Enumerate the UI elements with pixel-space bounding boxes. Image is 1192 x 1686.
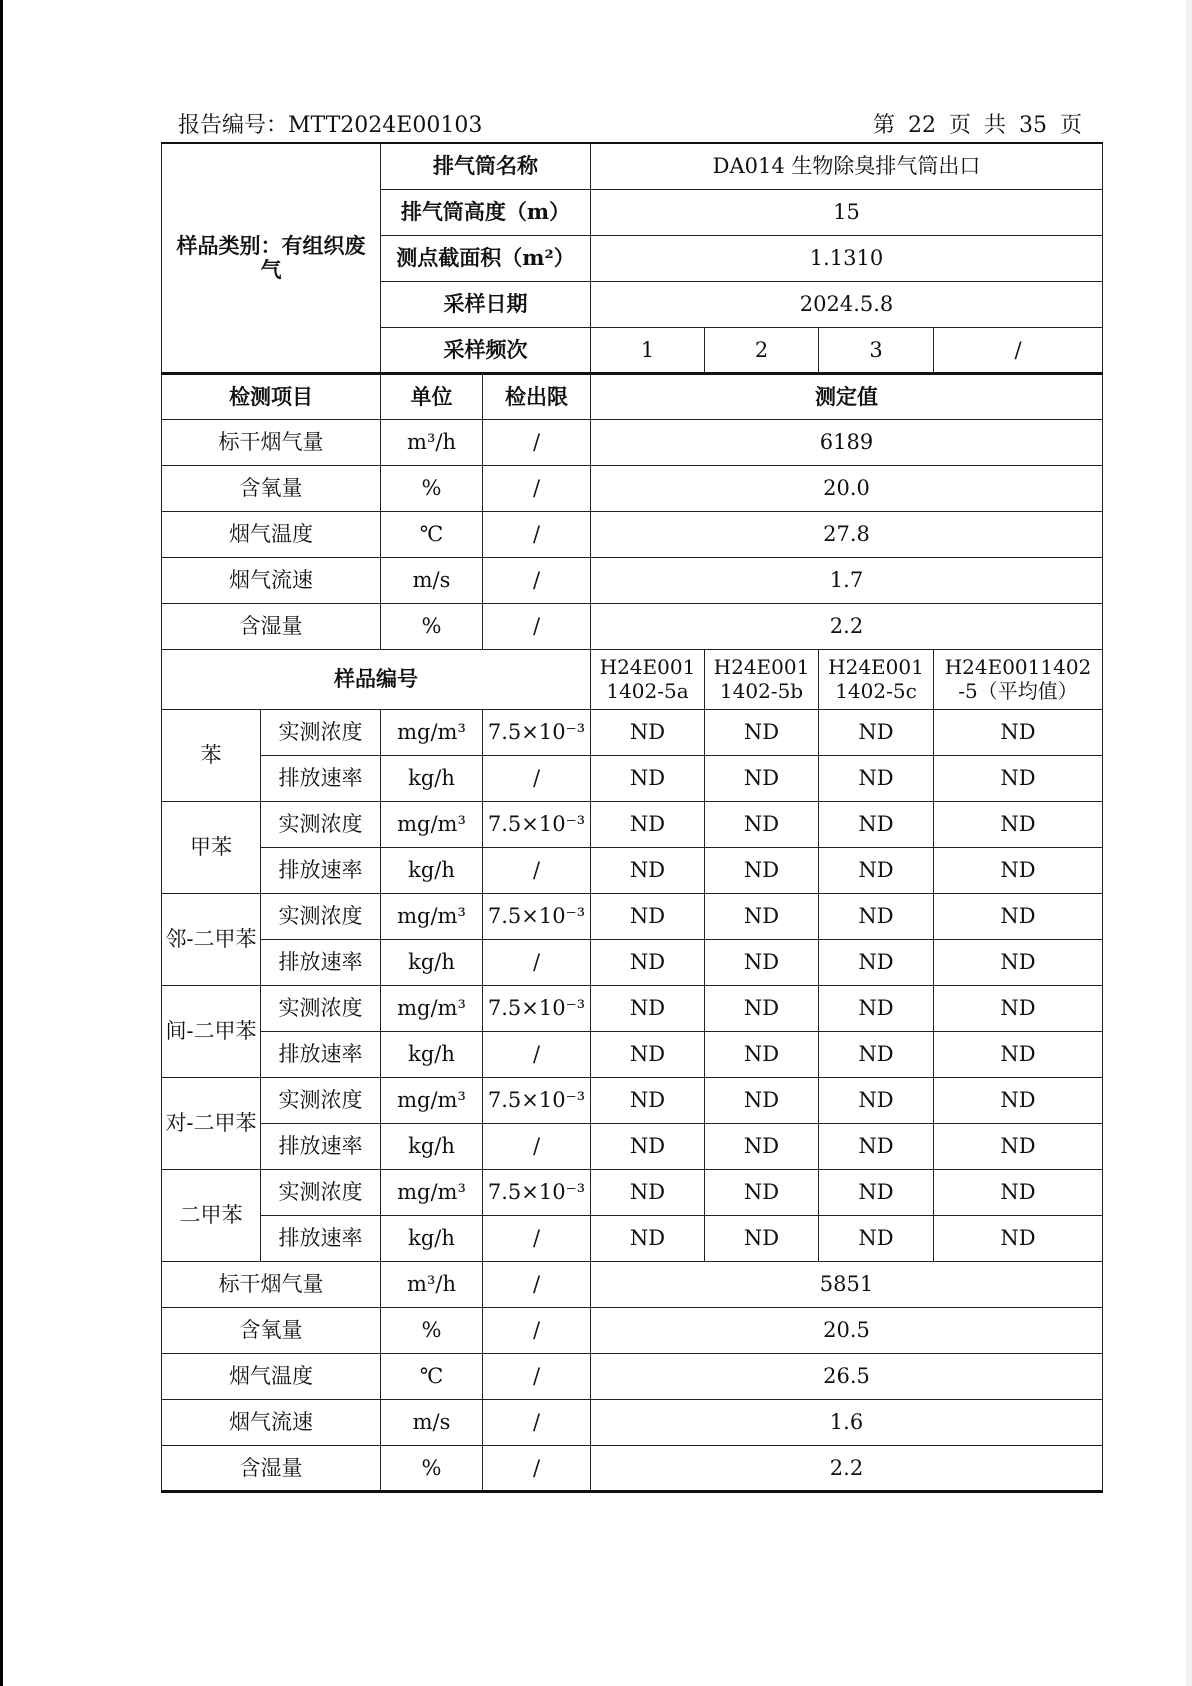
param-row bbox=[162, 465, 1103, 511]
substance-value: ND bbox=[705, 939, 819, 985]
param-unit: m³/h bbox=[381, 1261, 483, 1307]
substance-row bbox=[162, 1031, 1103, 1077]
substance-value: ND bbox=[705, 1169, 819, 1215]
stack-height-value: 15 bbox=[591, 189, 1103, 235]
substance-row bbox=[162, 1123, 1103, 1169]
param-row bbox=[162, 1445, 1103, 1491]
substance-value: ND bbox=[819, 709, 934, 755]
substance-row bbox=[162, 1169, 1103, 1215]
substance-value: ND bbox=[705, 1077, 819, 1123]
substance-limit: 7.5×10⁻³ bbox=[483, 709, 591, 755]
substance-metric: 排放速率 bbox=[261, 755, 381, 801]
substance-metric: 实测浓度 bbox=[261, 709, 381, 755]
substance-metric: 排放速率 bbox=[261, 1031, 381, 1077]
param-row bbox=[162, 511, 1103, 557]
substance-limit: / bbox=[483, 1215, 591, 1261]
substance-row bbox=[162, 709, 1103, 755]
substance-unit: kg/h bbox=[381, 847, 483, 893]
param-unit: % bbox=[381, 465, 483, 511]
param-unit: m/s bbox=[381, 1399, 483, 1445]
param-value: 6189 bbox=[591, 419, 1103, 465]
param-value: 2.2 bbox=[591, 603, 1103, 649]
substance-limit: 7.5×10⁻³ bbox=[483, 893, 591, 939]
substance-value: ND bbox=[591, 709, 705, 755]
substance-value: ND bbox=[705, 709, 819, 755]
substance-metric: 实测浓度 bbox=[261, 985, 381, 1031]
param-name: 烟气温度 bbox=[162, 511, 381, 557]
substance-name: 苯 bbox=[162, 709, 261, 801]
substance-value: ND bbox=[705, 755, 819, 801]
substance-unit: kg/h bbox=[381, 1215, 483, 1261]
substance-value: ND bbox=[819, 801, 934, 847]
substance-value: ND bbox=[819, 985, 934, 1031]
substance-limit: 7.5×10⁻³ bbox=[483, 985, 591, 1031]
param-unit: % bbox=[381, 1307, 483, 1353]
frequency-value: 1 bbox=[591, 327, 705, 373]
param-value: 5851 bbox=[591, 1261, 1103, 1307]
substance-value: ND bbox=[819, 1123, 934, 1169]
param-value: 1.6 bbox=[591, 1399, 1103, 1445]
substance-value: ND bbox=[934, 1123, 1103, 1169]
param-value: 20.0 bbox=[591, 465, 1103, 511]
substance-value: ND bbox=[934, 1031, 1103, 1077]
param-limit: / bbox=[483, 557, 591, 603]
page-edge-left bbox=[0, 0, 3, 1686]
substance-limit: 7.5×10⁻³ bbox=[483, 1077, 591, 1123]
sample-id: H24E001 1402-5c bbox=[819, 649, 934, 709]
column-header-row bbox=[162, 373, 1103, 419]
substance-name: 二甲苯 bbox=[162, 1169, 261, 1261]
substance-value: ND bbox=[591, 1031, 705, 1077]
param-value: 1.7 bbox=[591, 557, 1103, 603]
substance-value: ND bbox=[934, 1077, 1103, 1123]
param-unit: ℃ bbox=[381, 1353, 483, 1399]
param-limit: / bbox=[483, 1445, 591, 1491]
col-header-item: 检测项目 bbox=[162, 373, 381, 419]
param-limit: / bbox=[483, 419, 591, 465]
substance-limit: / bbox=[483, 939, 591, 985]
param-name: 标干烟气量 bbox=[162, 419, 381, 465]
substance-value: ND bbox=[934, 847, 1103, 893]
section-area-label: 测点截面积（m²） bbox=[381, 235, 591, 281]
substance-value: ND bbox=[591, 847, 705, 893]
report-table-body bbox=[162, 143, 1103, 1491]
substance-value: ND bbox=[819, 939, 934, 985]
param-name: 烟气流速 bbox=[162, 1399, 381, 1445]
substance-value: ND bbox=[934, 1215, 1103, 1261]
substance-value: ND bbox=[591, 1169, 705, 1215]
substance-row bbox=[162, 847, 1103, 893]
substance-value: ND bbox=[591, 801, 705, 847]
param-limit: / bbox=[483, 465, 591, 511]
substance-limit: / bbox=[483, 1123, 591, 1169]
report-number: 报告编号：MTT2024E00103 bbox=[178, 113, 483, 138]
param-limit: / bbox=[483, 1353, 591, 1399]
substance-name: 邻-二甲苯 bbox=[162, 893, 261, 985]
param-unit: ℃ bbox=[381, 511, 483, 557]
substance-name: 间-二甲苯 bbox=[162, 985, 261, 1077]
param-value: 27.8 bbox=[591, 511, 1103, 557]
param-limit: / bbox=[483, 1307, 591, 1353]
param-name: 标干烟气量 bbox=[162, 1261, 381, 1307]
frequency-value: 3 bbox=[819, 327, 934, 373]
param-unit: % bbox=[381, 1445, 483, 1491]
param-limit: / bbox=[483, 603, 591, 649]
substance-value: ND bbox=[819, 893, 934, 939]
substance-value: ND bbox=[705, 1215, 819, 1261]
substance-value: ND bbox=[819, 1031, 934, 1077]
page-indicator: 第 22 页 共 35 页 bbox=[873, 113, 1082, 138]
substance-unit: mg/m³ bbox=[381, 893, 483, 939]
param-row bbox=[162, 557, 1103, 603]
substance-row bbox=[162, 801, 1103, 847]
substance-metric: 排放速率 bbox=[261, 847, 381, 893]
substance-value: ND bbox=[591, 985, 705, 1031]
sampling-date-value: 2024.5.8 bbox=[591, 281, 1103, 327]
substance-name: 对-二甲苯 bbox=[162, 1077, 261, 1169]
substance-value: ND bbox=[819, 1077, 934, 1123]
substance-value: ND bbox=[819, 1169, 934, 1215]
substance-value: ND bbox=[819, 1215, 934, 1261]
substance-unit: mg/m³ bbox=[381, 1077, 483, 1123]
param-row bbox=[162, 1307, 1103, 1353]
substance-unit: mg/m³ bbox=[381, 801, 483, 847]
param-limit: / bbox=[483, 511, 591, 557]
substance-limit: 7.5×10⁻³ bbox=[483, 801, 591, 847]
substance-value: ND bbox=[819, 755, 934, 801]
col-header-limit: 检出限 bbox=[483, 373, 591, 419]
substance-value: ND bbox=[934, 1169, 1103, 1215]
substance-name: 甲苯 bbox=[162, 801, 261, 893]
substance-value: ND bbox=[591, 1215, 705, 1261]
col-header-unit: 单位 bbox=[381, 373, 483, 419]
substance-value: ND bbox=[934, 709, 1103, 755]
sample-id-header-row bbox=[162, 649, 1103, 709]
param-name: 烟气流速 bbox=[162, 557, 381, 603]
substance-limit: / bbox=[483, 847, 591, 893]
substance-unit: mg/m³ bbox=[381, 709, 483, 755]
substance-value: ND bbox=[591, 939, 705, 985]
substance-value: ND bbox=[934, 801, 1103, 847]
param-row bbox=[162, 1353, 1103, 1399]
substance-limit: / bbox=[483, 755, 591, 801]
substance-limit: 7.5×10⁻³ bbox=[483, 1169, 591, 1215]
stack-name-value: DA014 生物除臭排气筒出口 bbox=[591, 143, 1103, 189]
substance-metric: 实测浓度 bbox=[261, 893, 381, 939]
param-value: 20.5 bbox=[591, 1307, 1103, 1353]
param-row bbox=[162, 603, 1103, 649]
param-row bbox=[162, 419, 1103, 465]
param-unit: % bbox=[381, 603, 483, 649]
stack-height-label: 排气筒高度（m） bbox=[381, 189, 591, 235]
substance-value: ND bbox=[705, 985, 819, 1031]
param-value: 26.5 bbox=[591, 1353, 1103, 1399]
substance-value: ND bbox=[934, 939, 1103, 985]
sample-id: H24E001 1402-5b bbox=[705, 649, 819, 709]
substance-row bbox=[162, 755, 1103, 801]
page-edge-right bbox=[1186, 0, 1192, 1686]
substance-value: ND bbox=[705, 801, 819, 847]
substance-value: ND bbox=[591, 755, 705, 801]
substance-row bbox=[162, 1077, 1103, 1123]
stack-name-label: 排气筒名称 bbox=[381, 143, 591, 189]
param-unit: m/s bbox=[381, 557, 483, 603]
substance-value: ND bbox=[934, 893, 1103, 939]
sample-category: 样品类别：有组织废气 bbox=[162, 143, 381, 373]
page-header bbox=[178, 108, 1082, 142]
substance-unit: kg/h bbox=[381, 939, 483, 985]
substance-row bbox=[162, 985, 1103, 1031]
substance-value: ND bbox=[705, 1031, 819, 1077]
substance-metric: 实测浓度 bbox=[261, 801, 381, 847]
substance-value: ND bbox=[591, 893, 705, 939]
substance-limit: / bbox=[483, 1031, 591, 1077]
sample-id: H24E0011402 -5（平均值） bbox=[934, 649, 1103, 709]
param-value: 2.2 bbox=[591, 1445, 1103, 1491]
substance-row bbox=[162, 1215, 1103, 1261]
substance-value: ND bbox=[705, 847, 819, 893]
param-name: 含湿量 bbox=[162, 1445, 381, 1491]
substance-value: ND bbox=[934, 985, 1103, 1031]
frequency-value: / bbox=[934, 327, 1103, 373]
substance-metric: 排放速率 bbox=[261, 1215, 381, 1261]
substance-value: ND bbox=[591, 1077, 705, 1123]
substance-value: ND bbox=[819, 847, 934, 893]
substance-unit: mg/m³ bbox=[381, 985, 483, 1031]
substance-value: ND bbox=[591, 1123, 705, 1169]
param-row bbox=[162, 1399, 1103, 1445]
sampling-date-label: 采样日期 bbox=[381, 281, 591, 327]
param-limit: / bbox=[483, 1399, 591, 1445]
substance-row bbox=[162, 893, 1103, 939]
substance-metric: 排放速率 bbox=[261, 939, 381, 985]
param-name: 含氧量 bbox=[162, 465, 381, 511]
frequency-value: 2 bbox=[705, 327, 819, 373]
substance-unit: mg/m³ bbox=[381, 1169, 483, 1215]
substance-unit: kg/h bbox=[381, 755, 483, 801]
param-row bbox=[162, 1261, 1103, 1307]
sample-id: H24E001 1402-5a bbox=[591, 649, 705, 709]
col-header-measured: 测定值 bbox=[591, 373, 1103, 419]
top-row-stack-name bbox=[162, 143, 1103, 189]
substance-metric: 实测浓度 bbox=[261, 1077, 381, 1123]
substance-unit: kg/h bbox=[381, 1123, 483, 1169]
sample-id-label: 样品编号 bbox=[162, 649, 591, 709]
substance-value: ND bbox=[705, 1123, 819, 1169]
section-area-value: 1.1310 bbox=[591, 235, 1103, 281]
substance-metric: 实测浓度 bbox=[261, 1169, 381, 1215]
substance-value: ND bbox=[934, 755, 1103, 801]
param-limit: / bbox=[483, 1261, 591, 1307]
param-name: 烟气温度 bbox=[162, 1353, 381, 1399]
param-unit: m³/h bbox=[381, 419, 483, 465]
sampling-frequency-label: 采样频次 bbox=[381, 327, 591, 373]
substance-unit: kg/h bbox=[381, 1031, 483, 1077]
param-name: 含湿量 bbox=[162, 603, 381, 649]
substance-metric: 排放速率 bbox=[261, 1123, 381, 1169]
report-table bbox=[161, 142, 1103, 1493]
substance-row bbox=[162, 939, 1103, 985]
param-name: 含氧量 bbox=[162, 1307, 381, 1353]
substance-value: ND bbox=[705, 893, 819, 939]
